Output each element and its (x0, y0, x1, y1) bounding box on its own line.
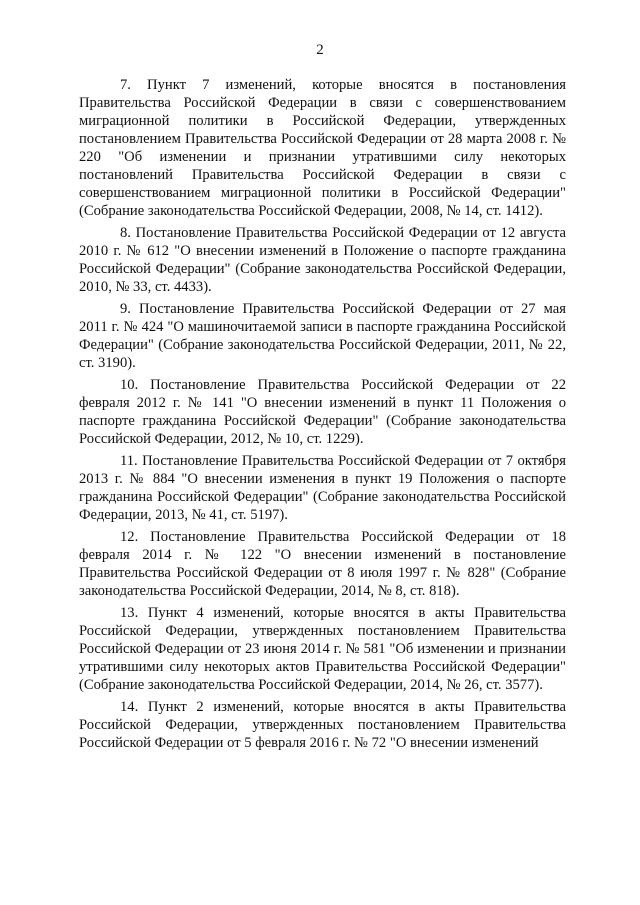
document-body (79, 76, 566, 756)
list-item-8: 8. Постановление Правительства Российской Федерации от 12 августа 2010 г. № 612 "О внесении изменений в Положение о паспорте гражданина Российской Федерации" (Собрание законодательства Российской Федерации, 2010, № 33, ст. 4433). (79, 225, 566, 295)
list-item-13: 13. Пункт 4 изменений, которые вносятся в акты Правительства Российской Федерации, утвержденных постановлением Правительства Российской Федерации от 23 июня 2014 г. № 581 "Об изменении и признании утратившими силу некоторых актов Правительства Российской Федерации" (Собрание законодательства Российской Федерации, 2014, № 26, ст. 3577). (79, 605, 566, 693)
list-item-9: 9. Постановление Правительства Российской Федерации от 27 мая 2011 г. № 424 "О машиночитаемой записи в паспорте гражданина Российской Федерации" (Собрание законодательства Российской Федерации, 2011, № 22, ст. 3190). (79, 301, 566, 371)
list-item-10: 10. Постановление Правительства Российской Федерации от 22 февраля 2012 г. № 141 "О внесении изменений в пункт 11 Положения о паспорте гражданина Российской Федерации" (Собрание законодательства Российской Федерации, 2012, № 10, ст. 1229). (79, 377, 566, 447)
page-number: 2 (316, 42, 324, 58)
list-item-11: 11. Постановление Правительства Российской Федерации от 7 октября 2013 г. № 884 "О внесении изменения в пункт 19 Положения о паспорте гражданина Российской Федерации" (Собрание законодательства Российской Федерации, 2013, № 41, ст. 5197). (79, 453, 566, 523)
list-item-14: 14. Пункт 2 изменений, которые вносятся в акты Правительства Российской Федерации, утвержденных постановлением Правительства Российской Федерации от 5 февраля 2016 г. № 72 "О внесении изменений (79, 699, 566, 751)
list-item-7: 7. Пункт 7 изменений, которые вносятся в постановления Правительства Российской Федерации в связи с совершенствованием миграционной политики в Российской Федерации, утвержденных постановлением Правительства Российской Федерации от 28 марта 2008 г. № 220 "Об изменении и признании утратившими силу некоторых постановлений Правительства Российской Федерации в связи с совершенствованием миграционной политики в Российской Федерации" (Собрание законодательства Российской Федерации, 2008, № 14, ст. 1412). (79, 77, 566, 219)
list-item-12: 12. Постановление Правительства Российской Федерации от 18 февраля 2014 г. № 122 "О внесении изменений в постановление Правительства Российской Федерации от 8 июля 1997 г. № 828" (Собрание законодательства Российской Федерации, 2014, № 8, ст. 818). (79, 529, 566, 599)
